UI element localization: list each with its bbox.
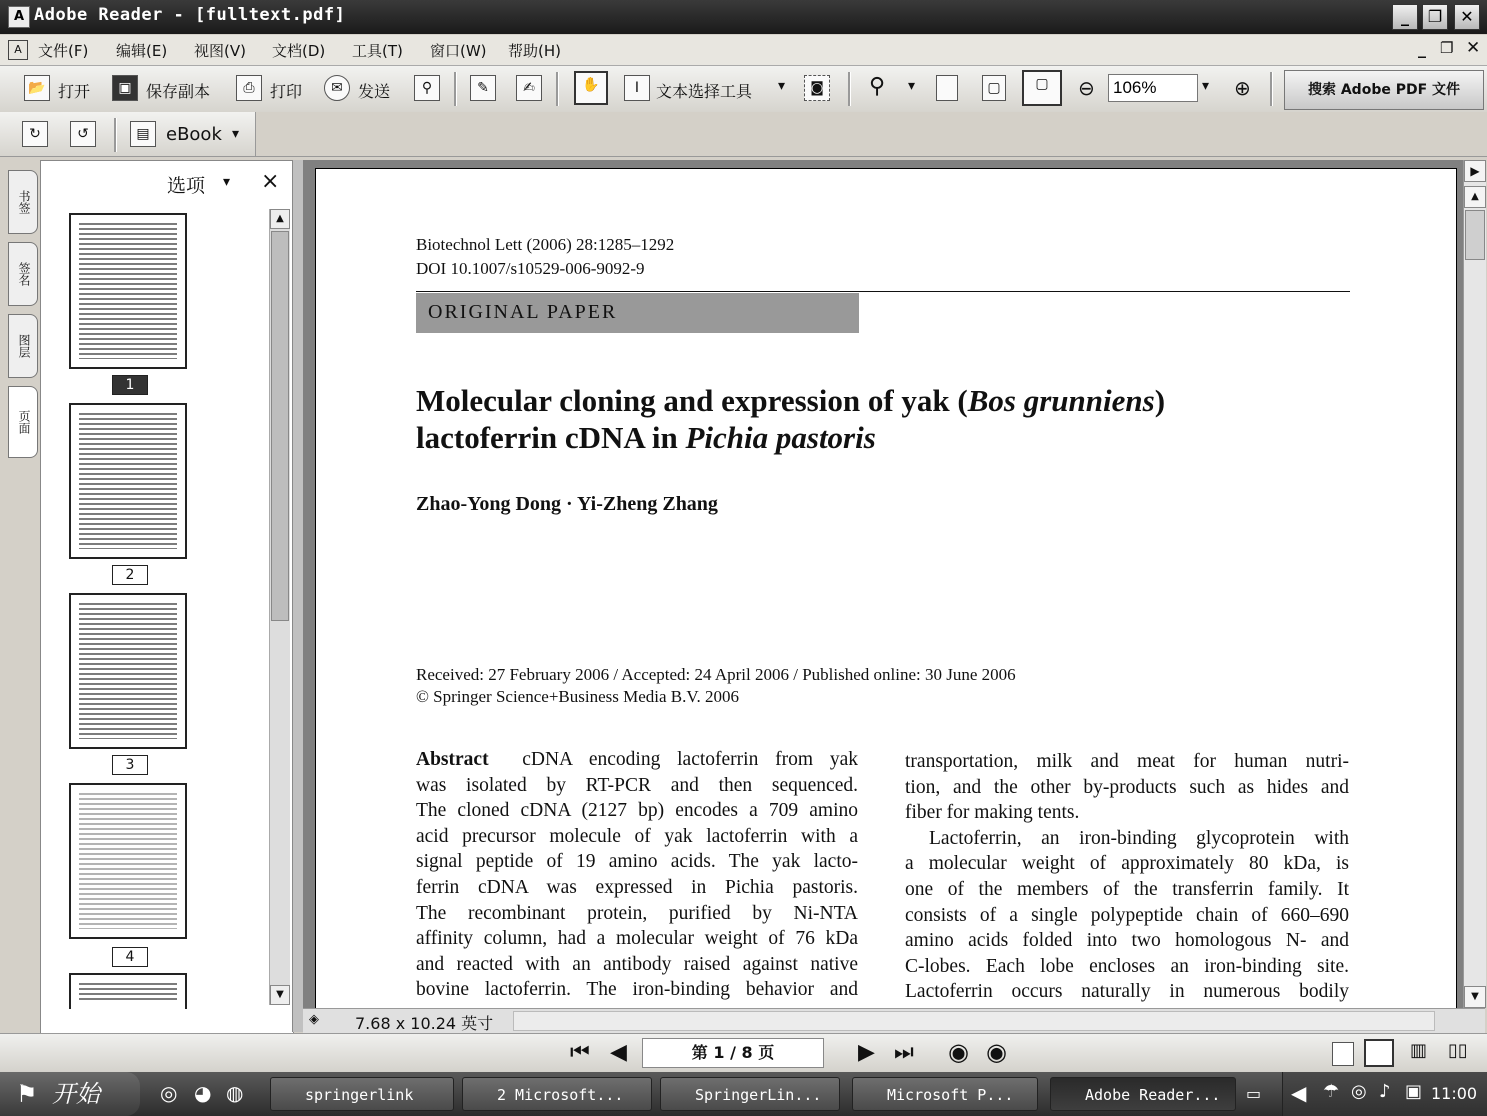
zoom-dropdown-icon[interactable]: ▾ <box>1202 78 1210 94</box>
thumbnail-label-1: 1 <box>112 375 148 395</box>
text-select-dropdown-icon[interactable]: ▾ <box>778 78 786 94</box>
thumbnail-label-3: 3 <box>112 755 148 775</box>
doc-restore-button[interactable]: ❐ <box>1440 39 1454 57</box>
toolbar-separator <box>114 118 117 152</box>
toolbar-separator <box>454 72 457 106</box>
panel-options-button[interactable]: 选项 <box>167 175 206 197</box>
save-copy-button[interactable]: 保存副本 <box>146 82 211 101</box>
toolbar-separator <box>848 72 851 106</box>
next-view-icon[interactable]: ◉ <box>986 1038 1007 1066</box>
main-toolbar <box>0 66 1487 113</box>
next-page-icon[interactable]: ▶ <box>858 1040 875 1065</box>
actual-size-page-icon[interactable] <box>936 75 958 101</box>
menu-bar <box>0 35 1487 66</box>
menu-tools[interactable]: 工具(T) <box>352 42 403 60</box>
doc-scroll-down-arrow-icon[interactable]: ▼ <box>1464 986 1486 1008</box>
clock[interactable]: 11:00 <box>1431 1084 1478 1103</box>
toolbar-separator <box>556 72 559 106</box>
snapshot-tool-icon[interactable]: ◙ <box>804 75 830 101</box>
previous-page-icon[interactable]: ◀ <box>610 1040 627 1065</box>
tray-display-icon[interactable]: ▣ <box>1405 1081 1423 1102</box>
single-page-layout-icon[interactable] <box>1332 1042 1354 1066</box>
section-banner <box>416 293 859 333</box>
page-thumbnail-5[interactable] <box>69 973 187 1009</box>
journal-citation: Biotechnol Lett (2006) 28:1285–1292 <box>416 235 675 254</box>
tab-pages[interactable]: 页面 <box>8 386 38 458</box>
open-folder-icon[interactable]: 📂 <box>24 75 50 101</box>
secondary-toolbar <box>0 112 256 157</box>
printer-icon[interactable]: ⎙ <box>236 75 262 101</box>
toolbar-well <box>256 112 1487 157</box>
menu-window[interactable]: 窗口(W) <box>430 42 487 60</box>
thumbnail-label-4: 4 <box>112 947 148 967</box>
doc-close-button[interactable]: ✕ <box>1466 38 1481 58</box>
start-button[interactable]: 开始 <box>0 1072 140 1116</box>
hand-tool-icon[interactable]: ✋ <box>574 71 608 105</box>
abstract-column: Abstract cDNA encoding lactoferrin from yak was isolated by RT-PCR and then sequenced. The cloned cDNA (2127 bp) encodes a 709 amino acid precursor molecule of yak lactoferrin with a signal peptide of 19 amino acids. The yak lacto- ferrin cDNA was expressed in Pichia pastoris. The recombinant protein, purified by Ni-NTA affinity column, had a molecular weight of 76 kDa and reacted with an antibody raised against native bovine lactoferrin. The iron-binding behavior and <box>416 749 858 1001</box>
paper-title-line-1: Molecular cloning and expression of yak (Bos grunniens) <box>416 383 1166 418</box>
text-cursor-icon[interactable]: I <box>624 75 650 101</box>
tray-expand-icon[interactable]: ◀ <box>1291 1081 1307 1105</box>
save-disk-icon[interactable]: ▣ <box>112 75 138 101</box>
section-label: ORIGINAL PAPER <box>428 301 618 323</box>
horizontal-scrollbar[interactable] <box>513 1011 1435 1031</box>
continuous-facing-layout-icon[interactable]: ▯▯ <box>1448 1040 1468 1061</box>
document-vertical-scrollbar[interactable] <box>1463 160 1486 1008</box>
task-microsoft-powerpoint[interactable]: Microsoft P... <box>852 1077 1038 1111</box>
panel-header <box>41 161 293 209</box>
doc-minimize-button[interactable]: _ <box>1418 39 1426 58</box>
close-window-button[interactable]: ✕ <box>1454 4 1480 30</box>
title-bar <box>0 0 1487 34</box>
doi: DOI 10.1007/s10529-006-9092-9 <box>416 259 645 278</box>
continuous-layout-icon[interactable] <box>1364 1039 1394 1067</box>
send-email-icon[interactable]: ✉ <box>324 75 350 101</box>
ebook-button[interactable]: eBook <box>166 124 222 145</box>
adobe-reader-app-icon[interactable]: A <box>8 6 30 28</box>
pdf-page <box>315 168 1457 1010</box>
restore-button[interactable]: ❐ <box>1422 4 1448 30</box>
first-page-icon[interactable]: ⏮ <box>570 1040 590 1065</box>
panel-close-button[interactable]: × <box>261 169 280 194</box>
system-tray <box>1282 1072 1487 1116</box>
fit-width-icon[interactable]: ▢ <box>1022 70 1062 106</box>
pages-panel <box>40 160 294 1034</box>
tab-signatures[interactable]: 签名 <box>8 242 38 306</box>
quicklaunch-browser-icon[interactable]: ◍ <box>226 1081 244 1105</box>
task-microsoft-word[interactable]: 2 Microsoft... <box>462 1077 652 1111</box>
windows-taskbar <box>0 1072 1487 1116</box>
tray-app-icon[interactable]: ◎ <box>1351 1081 1367 1102</box>
page-thumbnail-2[interactable] <box>69 403 187 559</box>
sign-pen-icon[interactable]: ✎ <box>470 75 496 101</box>
intro-column: transportation, milk and meat for human nutri- tion, and the other by-products such as hides and fiber for making tents. Lactoferrin, an iron-binding glycoprotein with a molecular weight of approximately 80 kDa, is one of the members of the transferrin family. It consists of a single polypeptide chain of 660–690 amino acids folded into two homologous N- and C-lobes. Each lobe encloses an iron-binding site. Lactoferrin occurs naturally in numerous bodily <box>905 751 1349 1003</box>
menu-view[interactable]: 视图(V) <box>194 42 246 60</box>
menu-document[interactable]: 文档(D) <box>272 42 326 60</box>
expand-pane-arrow-icon[interactable]: ▶ <box>1464 160 1486 182</box>
menu-help[interactable]: 帮助(H) <box>508 42 561 60</box>
authors: Zhao-Yong Dong · Yi-Zheng Zhang <box>416 493 718 515</box>
task-springerlink-folder[interactable]: springerlink <box>270 1077 454 1111</box>
doc-scroll-thumb[interactable] <box>1465 210 1485 260</box>
previous-view-icon[interactable]: ◉ <box>948 1038 969 1066</box>
tab-layers[interactable]: 图层 <box>8 314 38 378</box>
show-desktop-icon[interactable]: ▭ <box>1246 1084 1262 1103</box>
tray-volume-icon[interactable]: ♪ <box>1379 1081 1391 1102</box>
rotate-counterclockwise-icon[interactable]: ↺ <box>70 121 96 147</box>
toolbar-separator <box>1270 72 1273 106</box>
paper-title-line-2: lactoferrin cDNA in Pichia pastoris <box>416 420 876 455</box>
page-thumbnail-3[interactable] <box>69 593 187 749</box>
page-number-indicator[interactable]: 第 1 / 8 页 <box>642 1038 824 1068</box>
task-adobe-reader[interactable]: Adobe Reader... <box>1050 1077 1236 1111</box>
tray-network-icon[interactable]: ☂ <box>1323 1081 1340 1102</box>
doc-scroll-up-arrow-icon[interactable]: ▲ <box>1464 186 1486 208</box>
text-select-tool-button[interactable]: 文本选择工具 <box>656 82 753 101</box>
open-button[interactable]: 打开 <box>58 82 91 101</box>
print-button[interactable]: 打印 <box>270 82 303 101</box>
page-thumbnail-4[interactable] <box>69 783 187 939</box>
quicklaunch-ie-icon[interactable]: ◎ <box>160 1081 178 1105</box>
options-dropdown-icon[interactable]: ▾ <box>223 174 231 190</box>
document-status-strip <box>303 1008 1485 1033</box>
windows-logo-icon: ⚑ <box>16 1080 38 1108</box>
document-icon[interactable]: A <box>8 40 28 60</box>
rotate-clockwise-icon[interactable]: ↻ <box>22 121 48 147</box>
facing-layout-icon[interactable]: ▥ <box>1410 1040 1428 1061</box>
document-viewport <box>303 160 1463 1008</box>
task-springerlink-browser[interactable]: SpringerLin... <box>660 1077 840 1111</box>
search-adobe-pdf-button[interactable]: 搜索 Adobe PDF 文件 <box>1284 70 1484 110</box>
stamp-icon[interactable]: ✍ <box>516 75 542 101</box>
window-title: Adobe Reader - [fulltext.pdf] <box>34 5 346 25</box>
zoom-in-magnifier-icon[interactable]: ⚲ <box>868 74 886 99</box>
fit-page-icon[interactable]: ▢ <box>982 75 1006 101</box>
abstract-label: Abstract <box>416 749 489 770</box>
received-dates: Received: 27 February 2006 / Accepted: 24 April 2006 / Published online: 30 June 2006 <box>416 665 1016 684</box>
menu-edit[interactable]: 编辑(E) <box>116 42 168 60</box>
minimize-button[interactable]: _ <box>1392 4 1418 30</box>
page-thumbnail-1[interactable] <box>69 213 187 369</box>
thumbnail-label-2: 2 <box>112 565 148 585</box>
last-page-icon[interactable]: ⏭ <box>894 1040 914 1065</box>
quicklaunch-desktop-icon[interactable]: ◕ <box>194 1081 212 1105</box>
copyright: © Springer Science+Business Media B.V. 2006 <box>416 687 739 706</box>
zoom-out-icon[interactable]: ⊖ <box>1078 76 1095 100</box>
send-button[interactable]: 发送 <box>358 82 391 101</box>
zoom-tool-dropdown-icon[interactable]: ▾ <box>908 78 916 94</box>
scroll-up-arrow-icon[interactable]: ▲ <box>270 209 290 229</box>
ebook-icon[interactable]: ▤ <box>130 121 156 147</box>
zoom-level-input[interactable] <box>1108 74 1198 102</box>
menu-file[interactable]: 文件(F) <box>38 42 89 60</box>
tab-bookmarks[interactable]: 书签 <box>8 170 38 234</box>
ebook-dropdown-icon[interactable]: ▾ <box>232 126 240 142</box>
page-size-label: 7.68 x 10.24 英寸 <box>355 1014 494 1033</box>
binoculars-search-icon[interactable]: ⚲ <box>414 75 440 101</box>
navigation-side-tabs <box>4 160 38 1030</box>
panel-scrollbar[interactable] <box>269 209 290 1005</box>
panel-scroll-thumb[interactable] <box>271 231 289 621</box>
zoom-in-icon[interactable]: ⊕ <box>1234 76 1251 100</box>
expand-arrows-icon[interactable]: ◈ <box>309 1012 319 1027</box>
scroll-down-arrow-icon[interactable]: ▼ <box>270 985 290 1005</box>
header-rule <box>416 291 1350 292</box>
